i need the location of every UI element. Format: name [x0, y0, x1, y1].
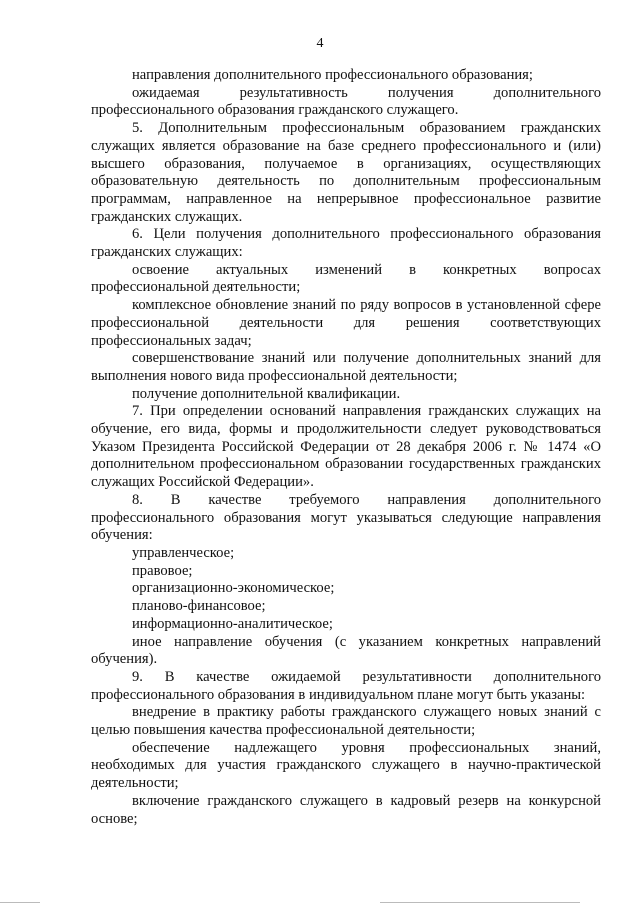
document-body: [91, 67, 601, 828]
list-item: включение гражданского служащего в кадровый резерв на конкурсной основе;: [91, 792, 601, 827]
list-item: правовое;: [132, 562, 193, 579]
paragraph-item-8: 8. В качестве требуемого направления дополнительного профессионального образования могут указываться следующие направления обучения:: [91, 491, 601, 544]
paragraph: направления дополнительного профессионального образования;: [132, 67, 533, 83]
paragraph-item-7: 7. При определении оснований направления гражданских служащих на обучение, его вида, формы и продолжительности следует руководствоваться Указом Президента Российской Федерации от 28 декабря 2006 г. № 1474 «О дополнительном профессиональном образовании государственных гражданских служащих Российской Федерации».: [91, 403, 601, 491]
list-item: иное направление обучения (с указанием конкретных направлений обучения).: [91, 633, 601, 668]
list-item: обеспечение надлежащего уровня профессиональных знаний, необходимых для участия гражданского служащего в научно-практической деятельности;: [91, 739, 601, 792]
paragraph: ожидаемая результативность получения дополнительного профессионального образования гражданского служащего.: [91, 84, 601, 119]
scan-artifact: [380, 902, 580, 903]
list-item: комплексное обновление знаний по ряду вопросов в установленной сфере профессиональной деятельности для решения соответствующих профессиональных задач;: [91, 297, 601, 349]
list-item: внедрение в практику работы гражданского служащего новых знаний с целью повышения качества профессиональной деятельности;: [91, 704, 601, 739]
list-item: организационно-экономическое;: [132, 580, 335, 597]
list-item: освоение актуальных изменений в конкретных вопросах профессиональной деятельности;: [91, 261, 601, 296]
paragraph-item-9: 9. В качестве ожидаемой результативности дополнительного профессионального образования в индивидуальном плане могут быть указаны:: [91, 668, 601, 703]
paragraph-item-6: 6. Цели получения дополнительного профессионального образования гражданских служащих:: [91, 226, 601, 261]
list-item: информационно-аналитическое;: [132, 615, 333, 632]
list-item: планово-финансовое;: [132, 598, 266, 615]
scan-artifact: [0, 902, 40, 903]
list-item: управленческое;: [132, 544, 235, 561]
paragraph-item-5: 5. Дополнительным профессиональным образованием гражданских служащих является образование на базе среднего профессионального и (или) высшего образования, получаемое в организациях, осуществляющих образовательную деятельность по дополнительным профессиональным программам, направленное на непрерывное профессиональное развитие гражданских служащих.: [91, 120, 601, 225]
page-number: 4: [316, 36, 324, 51]
list-item: получение дополнительной квалификации.: [132, 385, 401, 402]
list-item: совершенствование знаний или получение дополнительных знаний для выполнения нового вида профессиональной деятельности;: [91, 350, 601, 384]
